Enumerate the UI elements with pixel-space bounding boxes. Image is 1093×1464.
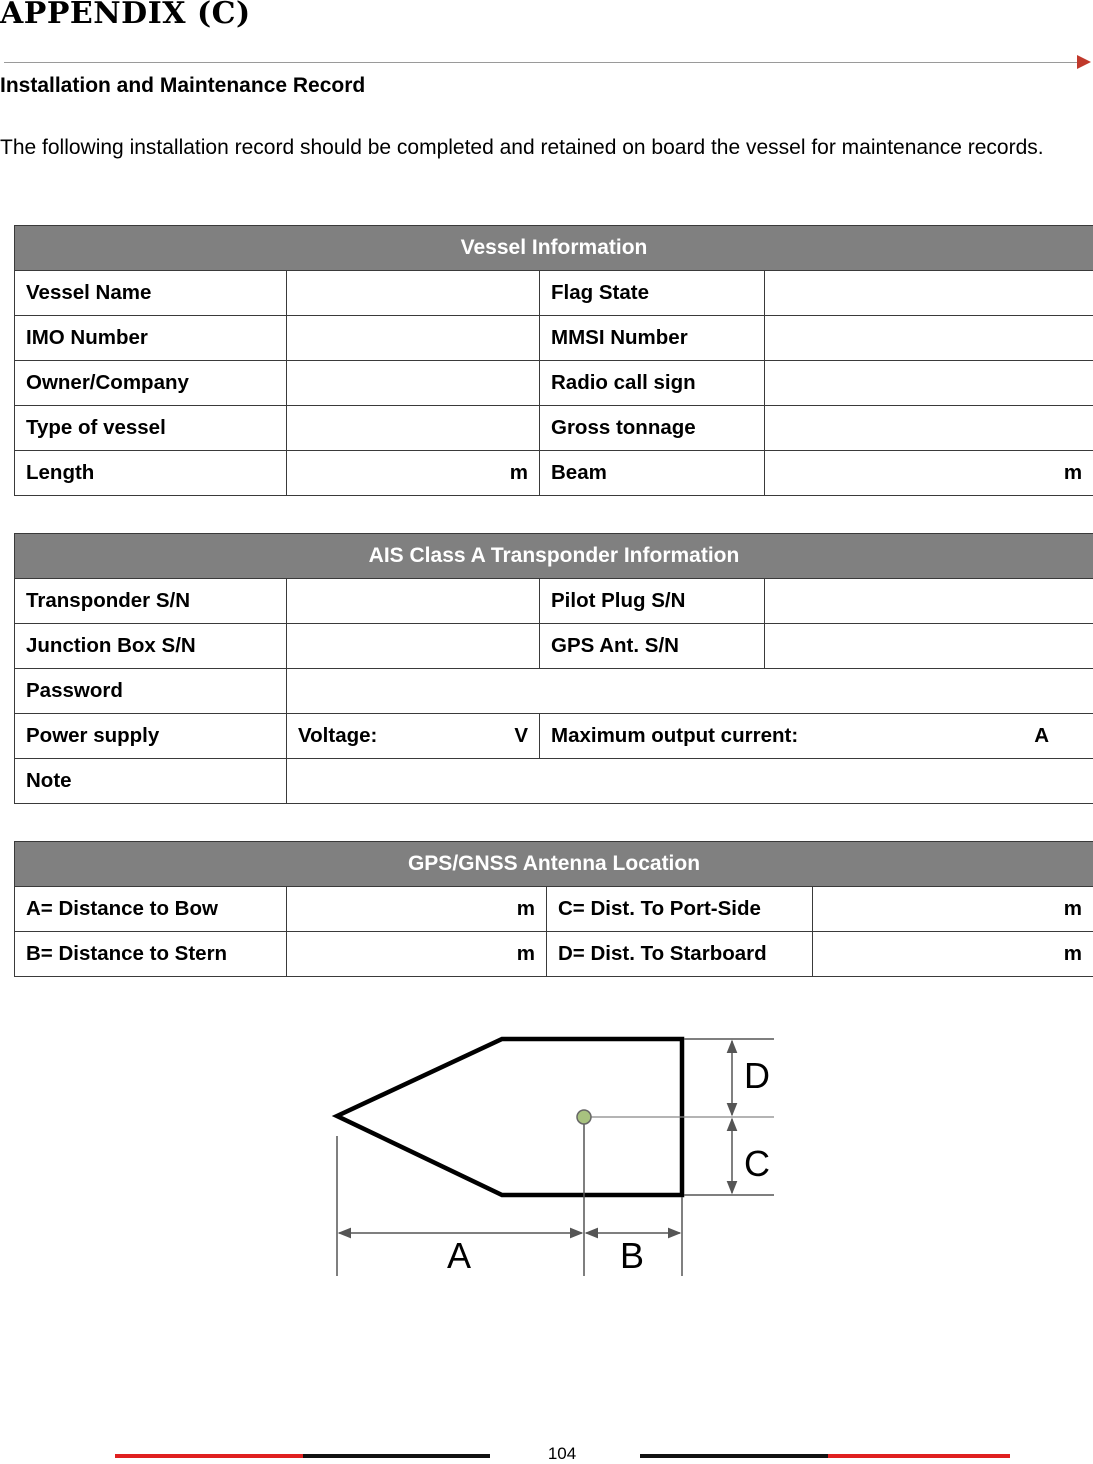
footer-line-left-black [303,1454,490,1458]
max-current-label: Maximum output current: [551,724,798,747]
dimension-d-label: D [744,1055,770,1096]
field-label: Pilot Plug S/N [540,579,765,624]
distance-to-bow-field[interactable]: m [287,887,547,932]
footer-line-right-black [640,1454,828,1458]
intro-paragraph: The following installation record should be completed and retained on board the vessel for maintenance records. [0,132,1085,163]
field-label: MMSI Number [540,316,765,361]
field-label: C= Dist. To Port-Side [547,887,813,932]
vessel-info-title: Vessel Information [15,226,1093,271]
field-label: Radio call sign [540,361,765,406]
max-current-unit: A [1034,724,1049,748]
footer-line-left-red [115,1454,303,1458]
dimension-a-label: A [447,1235,471,1276]
footer-line-right-red [828,1454,1010,1458]
field-label: D= Dist. To Starboard [547,932,813,977]
page-heading: APPENDIX (C) [0,0,251,31]
field-label: IMO Number [15,316,287,361]
gps-antenna-icon [577,1110,591,1124]
field-label: B= Distance to Stern [15,932,287,977]
field-label: A= Distance to Bow [15,887,287,932]
field-label: Owner/Company [15,361,287,406]
field-label: Type of vessel [15,406,287,451]
distance-to-stern-field[interactable]: m [287,932,547,977]
section-subtitle: Installation and Maintenance Record [0,74,365,98]
dimension-c-label: C [744,1143,770,1184]
beam-field[interactable]: m [765,451,1093,496]
ais-info-title: AIS Class A Transponder Information [15,534,1093,579]
field-label: Beam [540,451,765,496]
gps-location-title: GPS/GNSS Antenna Location [15,842,1093,887]
dist-to-starboard-field[interactable]: m [813,932,1093,977]
dist-to-port-side-field[interactable]: m [813,887,1093,932]
field-label: Transponder S/N [15,579,287,624]
field-label: GPS Ant. S/N [540,624,765,669]
field-label: Flag State [540,271,765,316]
field-label: Length [15,451,287,496]
dimension-b-label: B [620,1235,644,1276]
length-field[interactable]: m [287,451,540,496]
voltage-unit: V [514,724,528,748]
voltage-label: Voltage: [298,724,377,747]
field-label: Gross tonnage [540,406,765,451]
page-number: 104 [530,1444,594,1464]
field-label: Password [15,669,287,714]
field-label: Vessel Name [15,271,287,316]
field-label: Note [15,759,287,804]
field-label: Power supply [15,714,287,759]
field-label: Junction Box S/N [15,624,287,669]
